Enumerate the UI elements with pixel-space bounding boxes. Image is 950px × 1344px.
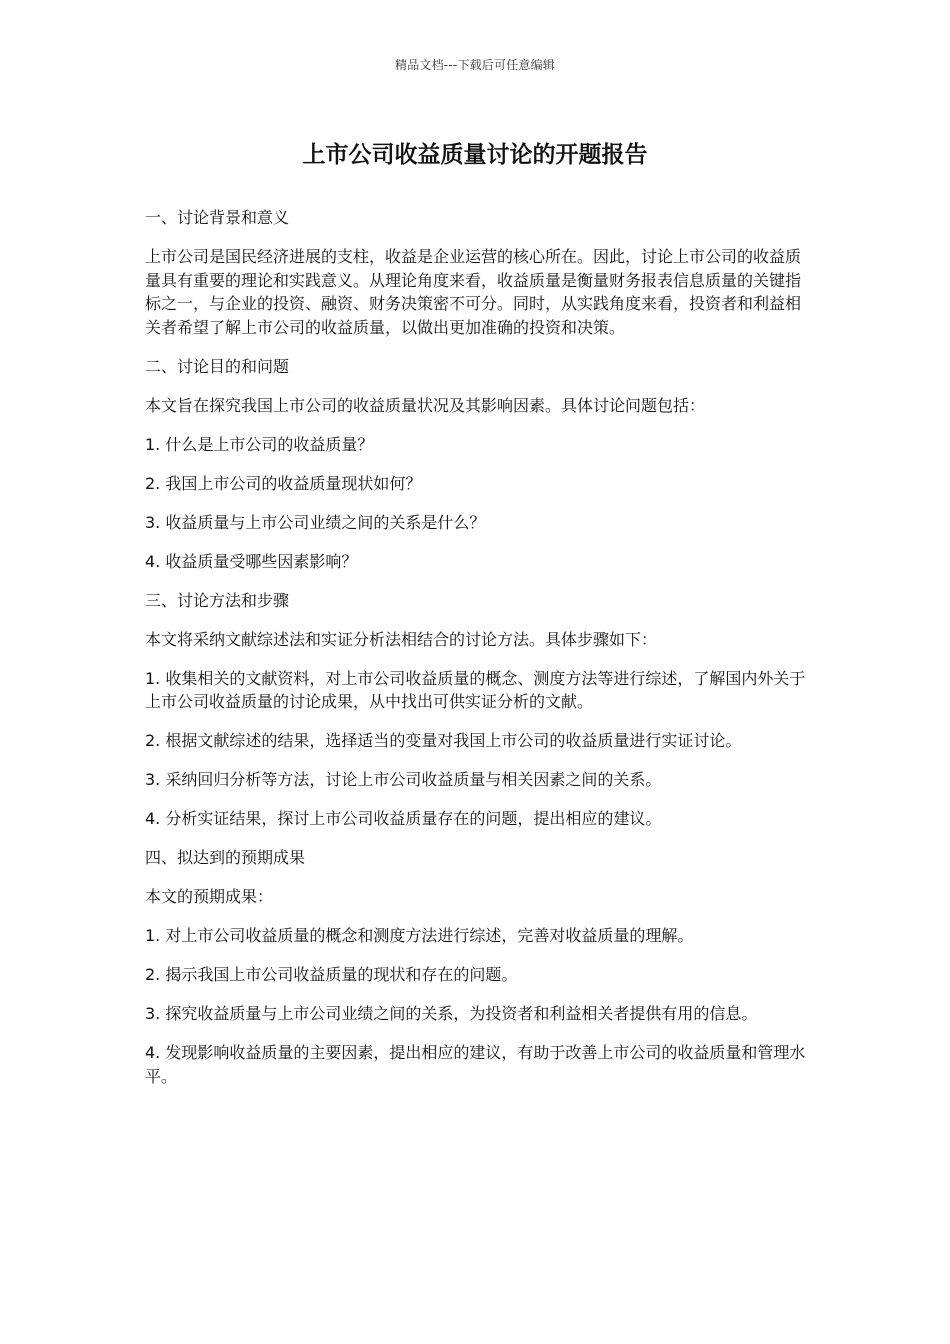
list-item: 2. 根据文献综述的结果，选择适当的变量对我国上市公司的收益质量进行实证讨论。 xyxy=(145,731,742,750)
list-item: 4. 收益质量受哪些因素影响？ xyxy=(145,551,358,571)
section-heading-method: 三、讨论方法和步骤 xyxy=(145,590,290,610)
list-item: 3. 收益质量与上市公司业绩之间的关系是什么？ xyxy=(145,512,486,532)
list-item: 4. 分析实证结果，探讨上市公司收益质量存在的问题，提出相应的建议。 xyxy=(145,809,662,828)
list-item: 3. 采纳回归分析等方法，讨论上市公司收益质量与相关因素之间的关系。 xyxy=(145,770,662,789)
list-item: 1. 什么是上市公司的收益质量？ xyxy=(145,434,374,454)
header-note: 精品文档---下载后可任意编辑 xyxy=(395,58,555,72)
paragraph-method-intro: 本文将采纳文献综述法和实证分析法相结合的讨论方法。具体步骤如下： xyxy=(145,629,658,649)
paragraph-outcomes-intro: 本文的预期成果： xyxy=(145,887,274,906)
list-item: 2. 我国上市公司的收益质量现状如何？ xyxy=(145,473,422,493)
list-item: 2. 揭示我国上市公司收益质量的现状和存在的问题。 xyxy=(145,965,518,984)
section-heading-background: 一、讨论背景和意义 xyxy=(145,208,290,227)
list-item: 1. 对上市公司收益质量的概念和测度方法进行综述，完善对收益质量的理解。 xyxy=(145,926,694,945)
paragraph-background: 上市公司是国民经济进展的支柱，收益是企业运营的核心所在。因此，讨论上市公司的收益质量具有重要的理论和实践意义。从理论角度来看，收益质量是衡量财务报表信息质量的关键指标之一，与企业的投资、融资、财务决策密不可分。同时，从实践角度来看，投资者和利益相关者希望了解上市公司的收益质量，以做出更加准确的投资和决策。 xyxy=(145,247,802,337)
document-title: 上市公司收益质量讨论的开题报告 xyxy=(302,142,648,168)
section-heading-outcomes: 四、拟达到的预期成果 xyxy=(145,848,306,867)
list-item: 1. 收集相关的文献资料，对上市公司收益质量的概念、测度方法等进行综述，了解国内外关于上市公司收益质量的讨论成果，从中找出可供实证分析的文献。 xyxy=(145,668,806,711)
document-body xyxy=(145,206,815,1104)
paragraph-purpose-intro: 本文旨在探究我国上市公司的收益质量状况及其影响因素。具体讨论问题包括： xyxy=(145,395,706,415)
list-item: 4. 发现影响收益质量的主要因素，提出相应的建议，有助于改善上市公司的收益质量和管理水平。 xyxy=(145,1043,806,1086)
section-heading-purpose: 二、讨论目的和问题 xyxy=(145,356,290,376)
list-item: 3. 探究收益质量与上市公司业绩之间的关系，为投资者和利益相关者提供有用的信息。 xyxy=(145,1004,758,1023)
